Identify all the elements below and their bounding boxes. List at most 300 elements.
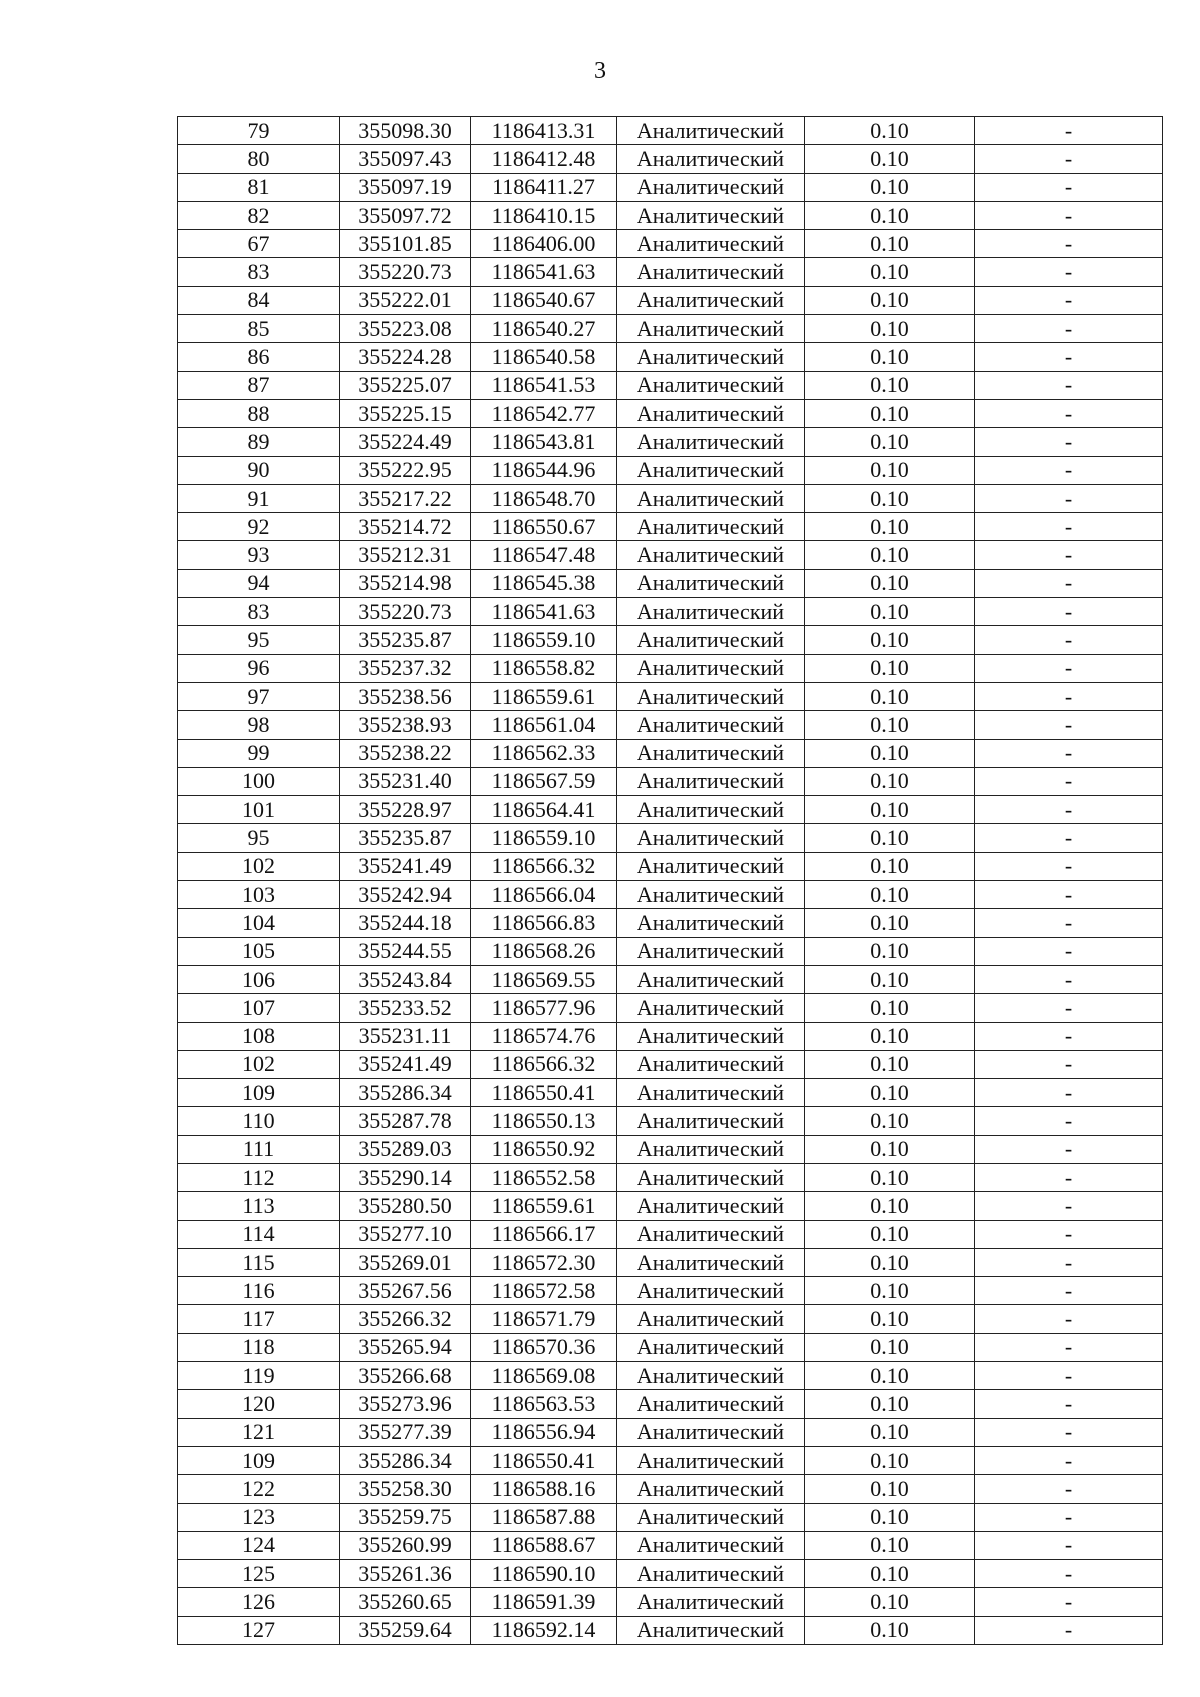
point-number-cell: 101 xyxy=(178,796,340,824)
y-coordinate-cell: 1186556.94 xyxy=(471,1418,617,1446)
accuracy-cell: 0.10 xyxy=(805,1531,975,1559)
y-coordinate-cell: 1186592.14 xyxy=(471,1616,617,1644)
method-cell: Аналитический xyxy=(617,173,805,201)
table-row xyxy=(178,399,1163,427)
y-coordinate-cell: 1186577.96 xyxy=(471,994,617,1022)
table-row xyxy=(178,1362,1163,1390)
accuracy-cell: 0.10 xyxy=(805,1079,975,1107)
x-coordinate-cell: 355280.50 xyxy=(340,1192,471,1220)
point-number-cell: 83 xyxy=(178,258,340,286)
x-coordinate-cell: 355238.22 xyxy=(340,739,471,767)
description-cell: - xyxy=(975,1390,1163,1418)
description-cell: - xyxy=(975,371,1163,399)
method-cell: Аналитический xyxy=(617,1050,805,1078)
method-cell: Аналитический xyxy=(617,852,805,880)
accuracy-cell: 0.10 xyxy=(805,909,975,937)
point-number-cell: 107 xyxy=(178,994,340,1022)
table-row xyxy=(178,456,1163,484)
accuracy-cell: 0.10 xyxy=(805,286,975,314)
x-coordinate-cell: 355244.55 xyxy=(340,937,471,965)
y-coordinate-cell: 1186588.16 xyxy=(471,1475,617,1503)
y-coordinate-cell: 1186569.08 xyxy=(471,1362,617,1390)
table-row xyxy=(178,1446,1163,1474)
y-coordinate-cell: 1186567.59 xyxy=(471,767,617,795)
method-cell: Аналитический xyxy=(617,258,805,286)
y-coordinate-cell: 1186559.61 xyxy=(471,682,617,710)
method-cell: Аналитический xyxy=(617,1390,805,1418)
description-cell: - xyxy=(975,1135,1163,1163)
point-number-cell: 85 xyxy=(178,315,340,343)
x-coordinate-cell: 355097.72 xyxy=(340,201,471,229)
y-coordinate-cell: 1186591.39 xyxy=(471,1588,617,1616)
description-cell: - xyxy=(975,569,1163,597)
table-row xyxy=(178,428,1163,456)
description-cell: - xyxy=(975,541,1163,569)
accuracy-cell: 0.10 xyxy=(805,1305,975,1333)
x-coordinate-cell: 355241.49 xyxy=(340,852,471,880)
y-coordinate-cell: 1186541.53 xyxy=(471,371,617,399)
description-cell: - xyxy=(975,1107,1163,1135)
coordinates-table xyxy=(177,116,1163,1645)
method-cell: Аналитический xyxy=(617,1475,805,1503)
description-cell: - xyxy=(975,1079,1163,1107)
table-row xyxy=(178,513,1163,541)
point-number-cell: 88 xyxy=(178,399,340,427)
accuracy-cell: 0.10 xyxy=(805,371,975,399)
x-coordinate-cell: 355266.68 xyxy=(340,1362,471,1390)
x-coordinate-cell: 355258.30 xyxy=(340,1475,471,1503)
accuracy-cell: 0.10 xyxy=(805,201,975,229)
point-number-cell: 116 xyxy=(178,1277,340,1305)
point-number-cell: 79 xyxy=(178,117,340,145)
method-cell: Аналитический xyxy=(617,513,805,541)
point-number-cell: 121 xyxy=(178,1418,340,1446)
point-number-cell: 80 xyxy=(178,145,340,173)
description-cell: - xyxy=(975,654,1163,682)
description-cell: - xyxy=(975,881,1163,909)
accuracy-cell: 0.10 xyxy=(805,654,975,682)
description-cell: - xyxy=(975,173,1163,201)
table-row xyxy=(178,1277,1163,1305)
table-row xyxy=(178,909,1163,937)
accuracy-cell: 0.10 xyxy=(805,428,975,456)
x-coordinate-cell: 355097.43 xyxy=(340,145,471,173)
table-row xyxy=(178,598,1163,626)
description-cell: - xyxy=(975,230,1163,258)
method-cell: Аналитический xyxy=(617,598,805,626)
description-cell: - xyxy=(975,909,1163,937)
y-coordinate-cell: 1186545.38 xyxy=(471,569,617,597)
description-cell: - xyxy=(975,1531,1163,1559)
y-coordinate-cell: 1186570.36 xyxy=(471,1333,617,1361)
point-number-cell: 100 xyxy=(178,767,340,795)
description-cell: - xyxy=(975,739,1163,767)
method-cell: Аналитический xyxy=(617,1305,805,1333)
table-row xyxy=(178,711,1163,739)
description-cell: - xyxy=(975,796,1163,824)
table-row xyxy=(178,626,1163,654)
table-row xyxy=(178,1616,1163,1644)
point-number-cell: 87 xyxy=(178,371,340,399)
method-cell: Аналитический xyxy=(617,1560,805,1588)
table-row xyxy=(178,767,1163,795)
accuracy-cell: 0.10 xyxy=(805,1248,975,1276)
y-coordinate-cell: 1186566.04 xyxy=(471,881,617,909)
method-cell: Аналитический xyxy=(617,1362,805,1390)
x-coordinate-cell: 355242.94 xyxy=(340,881,471,909)
y-coordinate-cell: 1186568.26 xyxy=(471,937,617,965)
description-cell: - xyxy=(975,1560,1163,1588)
accuracy-cell: 0.10 xyxy=(805,626,975,654)
table-row xyxy=(178,937,1163,965)
description-cell: - xyxy=(975,1163,1163,1191)
x-coordinate-cell: 355273.96 xyxy=(340,1390,471,1418)
description-cell: - xyxy=(975,1277,1163,1305)
accuracy-cell: 0.10 xyxy=(805,117,975,145)
table-row xyxy=(178,654,1163,682)
accuracy-cell: 0.10 xyxy=(805,315,975,343)
point-number-cell: 114 xyxy=(178,1220,340,1248)
table-row xyxy=(178,965,1163,993)
point-number-cell: 86 xyxy=(178,343,340,371)
method-cell: Аналитический xyxy=(617,965,805,993)
point-number-cell: 92 xyxy=(178,513,340,541)
x-coordinate-cell: 355231.40 xyxy=(340,767,471,795)
table-row xyxy=(178,1503,1163,1531)
method-cell: Аналитический xyxy=(617,1418,805,1446)
method-cell: Аналитический xyxy=(617,569,805,597)
table-row xyxy=(178,1163,1163,1191)
table-row xyxy=(178,541,1163,569)
x-coordinate-cell: 355222.01 xyxy=(340,286,471,314)
accuracy-cell: 0.10 xyxy=(805,994,975,1022)
description-cell: - xyxy=(975,1362,1163,1390)
x-coordinate-cell: 355235.87 xyxy=(340,626,471,654)
description-cell: - xyxy=(975,1248,1163,1276)
x-coordinate-cell: 355231.11 xyxy=(340,1022,471,1050)
point-number-cell: 81 xyxy=(178,173,340,201)
description-cell: - xyxy=(975,513,1163,541)
y-coordinate-cell: 1186550.41 xyxy=(471,1446,617,1474)
y-coordinate-cell: 1186572.30 xyxy=(471,1248,617,1276)
x-coordinate-cell: 355241.49 xyxy=(340,1050,471,1078)
method-cell: Аналитический xyxy=(617,909,805,937)
y-coordinate-cell: 1186574.76 xyxy=(471,1022,617,1050)
method-cell: Аналитический xyxy=(617,541,805,569)
table-row xyxy=(178,1305,1163,1333)
method-cell: Аналитический xyxy=(617,711,805,739)
accuracy-cell: 0.10 xyxy=(805,484,975,512)
x-coordinate-cell: 355290.14 xyxy=(340,1163,471,1191)
description-cell: - xyxy=(975,1616,1163,1644)
point-number-cell: 93 xyxy=(178,541,340,569)
description-cell: - xyxy=(975,117,1163,145)
page-number: 3 xyxy=(594,58,606,84)
point-number-cell: 125 xyxy=(178,1560,340,1588)
point-number-cell: 95 xyxy=(178,824,340,852)
point-number-cell: 89 xyxy=(178,428,340,456)
method-cell: Аналитический xyxy=(617,201,805,229)
point-number-cell: 99 xyxy=(178,739,340,767)
y-coordinate-cell: 1186571.79 xyxy=(471,1305,617,1333)
accuracy-cell: 0.10 xyxy=(805,1022,975,1050)
method-cell: Аналитический xyxy=(617,767,805,795)
y-coordinate-cell: 1186569.55 xyxy=(471,965,617,993)
point-number-cell: 126 xyxy=(178,1588,340,1616)
table-row xyxy=(178,1531,1163,1559)
table-row xyxy=(178,1135,1163,1163)
table-row xyxy=(178,824,1163,852)
accuracy-cell: 0.10 xyxy=(805,1362,975,1390)
point-number-cell: 106 xyxy=(178,965,340,993)
point-number-cell: 115 xyxy=(178,1248,340,1276)
description-cell: - xyxy=(975,1418,1163,1446)
method-cell: Аналитический xyxy=(617,1022,805,1050)
method-cell: Аналитический xyxy=(617,456,805,484)
point-number-cell: 83 xyxy=(178,598,340,626)
description-cell: - xyxy=(975,1022,1163,1050)
y-coordinate-cell: 1186541.63 xyxy=(471,258,617,286)
method-cell: Аналитический xyxy=(617,1446,805,1474)
point-number-cell: 84 xyxy=(178,286,340,314)
y-coordinate-cell: 1186558.82 xyxy=(471,654,617,682)
x-coordinate-cell: 355238.56 xyxy=(340,682,471,710)
description-cell: - xyxy=(975,428,1163,456)
point-number-cell: 111 xyxy=(178,1135,340,1163)
y-coordinate-cell: 1186552.58 xyxy=(471,1163,617,1191)
method-cell: Аналитический xyxy=(617,1079,805,1107)
x-coordinate-cell: 355220.73 xyxy=(340,258,471,286)
x-coordinate-cell: 355277.39 xyxy=(340,1418,471,1446)
accuracy-cell: 0.10 xyxy=(805,965,975,993)
point-number-cell: 113 xyxy=(178,1192,340,1220)
x-coordinate-cell: 355267.56 xyxy=(340,1277,471,1305)
accuracy-cell: 0.10 xyxy=(805,541,975,569)
accuracy-cell: 0.10 xyxy=(805,937,975,965)
table-row xyxy=(178,315,1163,343)
accuracy-cell: 0.10 xyxy=(805,173,975,201)
point-number-cell: 67 xyxy=(178,230,340,258)
x-coordinate-cell: 355214.98 xyxy=(340,569,471,597)
table-row xyxy=(178,1050,1163,1078)
table-row xyxy=(178,258,1163,286)
table-row xyxy=(178,1390,1163,1418)
table-row xyxy=(178,1022,1163,1050)
description-cell: - xyxy=(975,711,1163,739)
method-cell: Аналитический xyxy=(617,1135,805,1163)
description-cell: - xyxy=(975,258,1163,286)
x-coordinate-cell: 355225.15 xyxy=(340,399,471,427)
y-coordinate-cell: 1186550.41 xyxy=(471,1079,617,1107)
x-coordinate-cell: 355237.32 xyxy=(340,654,471,682)
point-number-cell: 95 xyxy=(178,626,340,654)
description-cell: - xyxy=(975,626,1163,654)
x-coordinate-cell: 355277.10 xyxy=(340,1220,471,1248)
table-row xyxy=(178,569,1163,597)
method-cell: Аналитический xyxy=(617,881,805,909)
x-coordinate-cell: 355233.52 xyxy=(340,994,471,1022)
x-coordinate-cell: 355098.30 xyxy=(340,117,471,145)
point-number-cell: 103 xyxy=(178,881,340,909)
table-row xyxy=(178,371,1163,399)
y-coordinate-cell: 1186566.32 xyxy=(471,1050,617,1078)
table-row xyxy=(178,796,1163,824)
x-coordinate-cell: 355259.75 xyxy=(340,1503,471,1531)
x-coordinate-cell: 355228.97 xyxy=(340,796,471,824)
coordinates-table-body xyxy=(178,117,1163,1645)
accuracy-cell: 0.10 xyxy=(805,343,975,371)
table-row xyxy=(178,173,1163,201)
accuracy-cell: 0.10 xyxy=(805,569,975,597)
y-coordinate-cell: 1186413.31 xyxy=(471,117,617,145)
method-cell: Аналитический xyxy=(617,1333,805,1361)
accuracy-cell: 0.10 xyxy=(805,230,975,258)
description-cell: - xyxy=(975,343,1163,371)
y-coordinate-cell: 1186588.67 xyxy=(471,1531,617,1559)
accuracy-cell: 0.10 xyxy=(805,1163,975,1191)
table-row xyxy=(178,682,1163,710)
table-row xyxy=(178,484,1163,512)
accuracy-cell: 0.10 xyxy=(805,796,975,824)
y-coordinate-cell: 1186540.67 xyxy=(471,286,617,314)
table-row xyxy=(178,343,1163,371)
x-coordinate-cell: 355269.01 xyxy=(340,1248,471,1276)
table-row xyxy=(178,1248,1163,1276)
accuracy-cell: 0.10 xyxy=(805,739,975,767)
point-number-cell: 90 xyxy=(178,456,340,484)
x-coordinate-cell: 355243.84 xyxy=(340,965,471,993)
point-number-cell: 119 xyxy=(178,1362,340,1390)
table-row xyxy=(178,1333,1163,1361)
y-coordinate-cell: 1186564.41 xyxy=(471,796,617,824)
method-cell: Аналитический xyxy=(617,117,805,145)
method-cell: Аналитический xyxy=(617,626,805,654)
table-row xyxy=(178,286,1163,314)
accuracy-cell: 0.10 xyxy=(805,1050,975,1078)
accuracy-cell: 0.10 xyxy=(805,1333,975,1361)
y-coordinate-cell: 1186547.48 xyxy=(471,541,617,569)
method-cell: Аналитический xyxy=(617,286,805,314)
description-cell: - xyxy=(975,965,1163,993)
x-coordinate-cell: 355287.78 xyxy=(340,1107,471,1135)
table-row xyxy=(178,145,1163,173)
x-coordinate-cell: 355101.85 xyxy=(340,230,471,258)
accuracy-cell: 0.10 xyxy=(805,767,975,795)
description-cell: - xyxy=(975,994,1163,1022)
y-coordinate-cell: 1186563.53 xyxy=(471,1390,617,1418)
y-coordinate-cell: 1186566.17 xyxy=(471,1220,617,1248)
accuracy-cell: 0.10 xyxy=(805,258,975,286)
point-number-cell: 127 xyxy=(178,1616,340,1644)
x-coordinate-cell: 355222.95 xyxy=(340,456,471,484)
x-coordinate-cell: 355260.65 xyxy=(340,1588,471,1616)
description-cell: - xyxy=(975,937,1163,965)
description-cell: - xyxy=(975,145,1163,173)
x-coordinate-cell: 355265.94 xyxy=(340,1333,471,1361)
table-row xyxy=(178,852,1163,880)
accuracy-cell: 0.10 xyxy=(805,1390,975,1418)
x-coordinate-cell: 355259.64 xyxy=(340,1616,471,1644)
y-coordinate-cell: 1186559.10 xyxy=(471,626,617,654)
point-number-cell: 123 xyxy=(178,1503,340,1531)
accuracy-cell: 0.10 xyxy=(805,1277,975,1305)
y-coordinate-cell: 1186587.88 xyxy=(471,1503,617,1531)
description-cell: - xyxy=(975,598,1163,626)
method-cell: Аналитический xyxy=(617,343,805,371)
method-cell: Аналитический xyxy=(617,1531,805,1559)
accuracy-cell: 0.10 xyxy=(805,598,975,626)
table-row xyxy=(178,1079,1163,1107)
method-cell: Аналитический xyxy=(617,428,805,456)
point-number-cell: 102 xyxy=(178,1050,340,1078)
accuracy-cell: 0.10 xyxy=(805,1220,975,1248)
table-row xyxy=(178,1588,1163,1616)
x-coordinate-cell: 355224.28 xyxy=(340,343,471,371)
accuracy-cell: 0.10 xyxy=(805,1192,975,1220)
x-coordinate-cell: 355223.08 xyxy=(340,315,471,343)
point-number-cell: 109 xyxy=(178,1079,340,1107)
y-coordinate-cell: 1186550.92 xyxy=(471,1135,617,1163)
accuracy-cell: 0.10 xyxy=(805,1560,975,1588)
x-coordinate-cell: 355238.93 xyxy=(340,711,471,739)
accuracy-cell: 0.10 xyxy=(805,145,975,173)
y-coordinate-cell: 1186548.70 xyxy=(471,484,617,512)
description-cell: - xyxy=(975,1446,1163,1474)
x-coordinate-cell: 355214.72 xyxy=(340,513,471,541)
description-cell: - xyxy=(975,824,1163,852)
x-coordinate-cell: 355220.73 xyxy=(340,598,471,626)
method-cell: Аналитический xyxy=(617,739,805,767)
method-cell: Аналитический xyxy=(617,1220,805,1248)
table-row xyxy=(178,1475,1163,1503)
point-number-cell: 124 xyxy=(178,1531,340,1559)
x-coordinate-cell: 355286.34 xyxy=(340,1079,471,1107)
y-coordinate-cell: 1186566.83 xyxy=(471,909,617,937)
x-coordinate-cell: 355286.34 xyxy=(340,1446,471,1474)
accuracy-cell: 0.10 xyxy=(805,1418,975,1446)
description-cell: - xyxy=(975,1305,1163,1333)
table-row xyxy=(178,994,1163,1022)
point-number-cell: 110 xyxy=(178,1107,340,1135)
method-cell: Аналитический xyxy=(617,371,805,399)
description-cell: - xyxy=(975,1333,1163,1361)
point-number-cell: 122 xyxy=(178,1475,340,1503)
method-cell: Аналитический xyxy=(617,1192,805,1220)
y-coordinate-cell: 1186543.81 xyxy=(471,428,617,456)
method-cell: Аналитический xyxy=(617,484,805,512)
description-cell: - xyxy=(975,315,1163,343)
y-coordinate-cell: 1186540.58 xyxy=(471,343,617,371)
description-cell: - xyxy=(975,1475,1163,1503)
description-cell: - xyxy=(975,201,1163,229)
method-cell: Аналитический xyxy=(617,1107,805,1135)
point-number-cell: 117 xyxy=(178,1305,340,1333)
description-cell: - xyxy=(975,1050,1163,1078)
method-cell: Аналитический xyxy=(617,1503,805,1531)
description-cell: - xyxy=(975,456,1163,484)
x-coordinate-cell: 355244.18 xyxy=(340,909,471,937)
y-coordinate-cell: 1186411.27 xyxy=(471,173,617,201)
point-number-cell: 112 xyxy=(178,1163,340,1191)
table-row xyxy=(178,1107,1163,1135)
description-cell: - xyxy=(975,399,1163,427)
x-coordinate-cell: 355289.03 xyxy=(340,1135,471,1163)
y-coordinate-cell: 1186572.58 xyxy=(471,1277,617,1305)
description-cell: - xyxy=(975,852,1163,880)
point-number-cell: 97 xyxy=(178,682,340,710)
x-coordinate-cell: 355260.99 xyxy=(340,1531,471,1559)
accuracy-cell: 0.10 xyxy=(805,1135,975,1163)
